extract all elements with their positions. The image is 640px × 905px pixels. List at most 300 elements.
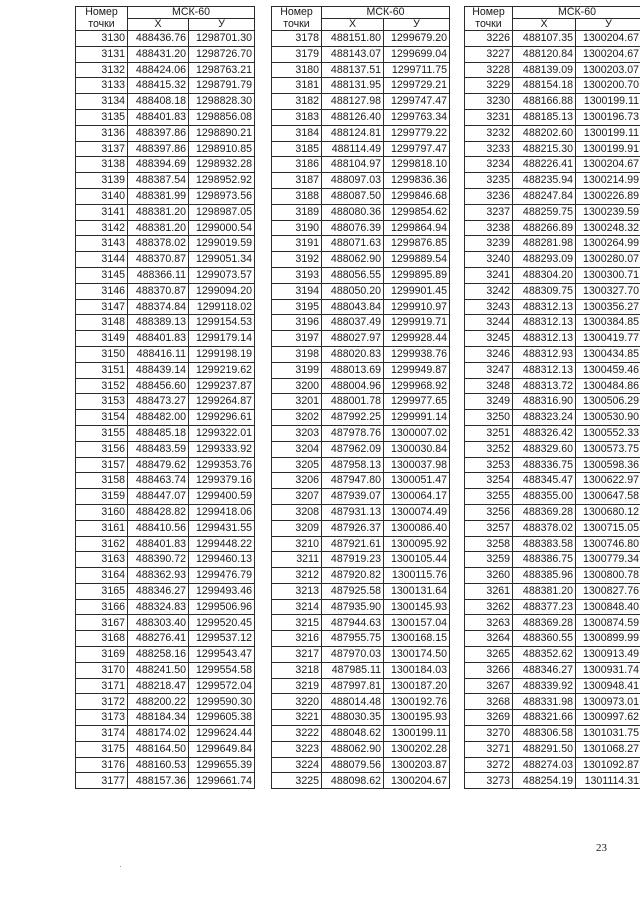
y-coordinate: 1299699.04: [384, 46, 450, 62]
table-row: [272, 346, 450, 362]
point-number: 3165: [76, 583, 128, 599]
table-row: [272, 615, 450, 631]
point-number: 3209: [272, 520, 322, 536]
point-number: 3265: [465, 647, 513, 663]
point-number: 3138: [76, 157, 128, 173]
table-row: [272, 109, 450, 125]
y-coordinate: 1299118.02: [189, 299, 255, 315]
point-number: 3198: [272, 346, 322, 362]
y-coordinate: 1299476.79: [189, 568, 255, 584]
x-coordinate: 488235.94: [513, 173, 576, 189]
y-coordinate: 1300037.98: [384, 457, 450, 473]
point-number: 3258: [465, 536, 513, 552]
x-coordinate: 488312.13: [513, 299, 576, 315]
table-row: [76, 441, 255, 457]
y-coordinate: 1300030.84: [384, 441, 450, 457]
point-number: 3244: [465, 315, 513, 331]
point-number: 3187: [272, 173, 322, 189]
y-coordinate: 1299296.61: [189, 410, 255, 426]
table-row: [465, 773, 640, 789]
x-coordinate: 488360.55: [513, 631, 576, 647]
table-row: [465, 394, 640, 410]
y-coordinate: 1299711.75: [384, 62, 450, 78]
point-number: 3214: [272, 599, 322, 615]
y-coordinate: 1300115.76: [384, 568, 450, 584]
y-coordinate: 1301114.31: [576, 773, 640, 789]
y-coordinate: 1300506.29: [576, 394, 640, 410]
x-coordinate: 488369.28: [513, 615, 576, 631]
x-coordinate: 487992.25: [322, 410, 384, 426]
point-number: 3208: [272, 504, 322, 520]
x-coordinate: 488352.62: [513, 647, 576, 663]
table-row: [76, 331, 255, 347]
x-coordinate: 487920.82: [322, 568, 384, 584]
point-number: 3230: [465, 94, 513, 110]
x-coordinate: 488387.54: [128, 173, 189, 189]
point-number: 3200: [272, 378, 322, 394]
header-point-number: Номер точки: [272, 7, 322, 31]
x-coordinate: 488383.58: [513, 536, 576, 552]
table-row: [465, 694, 640, 710]
x-coordinate: 487947.80: [322, 473, 384, 489]
x-coordinate: 487935.90: [322, 599, 384, 615]
scan-speck: [120, 866, 121, 867]
table-row: [76, 346, 255, 362]
table-row: [272, 457, 450, 473]
y-coordinate: 1299846.68: [384, 188, 450, 204]
x-coordinate: 488312.13: [513, 315, 576, 331]
point-number: 3185: [272, 141, 322, 157]
x-coordinate: 488479.62: [128, 457, 189, 473]
y-coordinate: 1300184.03: [384, 662, 450, 678]
y-coordinate: 1299073.57: [189, 267, 255, 283]
y-coordinate: 1299520.45: [189, 615, 255, 631]
x-coordinate: 488087.50: [322, 188, 384, 204]
table-row: [465, 631, 640, 647]
x-coordinate: 488369.28: [513, 504, 576, 520]
point-number: 3190: [272, 220, 322, 236]
table-row: [465, 78, 640, 94]
x-coordinate: 488164.50: [128, 741, 189, 757]
point-number: 3267: [465, 678, 513, 694]
x-coordinate: 488346.27: [513, 662, 576, 678]
point-number: 3157: [76, 457, 128, 473]
table-row: [76, 410, 255, 426]
y-coordinate: 1300598.36: [576, 457, 640, 473]
y-coordinate: 1298856.08: [189, 109, 255, 125]
point-number: 3263: [465, 615, 513, 631]
table-row: [272, 125, 450, 141]
point-number: 3150: [76, 346, 128, 362]
y-coordinate: 1298973.56: [189, 188, 255, 204]
point-number: 3221: [272, 710, 322, 726]
y-coordinate: 1300264.99: [576, 236, 640, 252]
point-number: 3152: [76, 378, 128, 394]
point-number: 3236: [465, 188, 513, 204]
table-row: [272, 599, 450, 615]
header-coordinate-system: МСК-60: [322, 7, 450, 19]
table-row: [76, 741, 255, 757]
point-number: 3205: [272, 457, 322, 473]
table-row: [465, 710, 640, 726]
table-row: [272, 425, 450, 441]
table-row: [272, 662, 450, 678]
x-coordinate: 488324.83: [128, 599, 189, 615]
x-coordinate: 488346.27: [128, 583, 189, 599]
x-coordinate: 488485.18: [128, 425, 189, 441]
x-coordinate: 488331.98: [513, 694, 576, 710]
point-number: 3139: [76, 173, 128, 189]
point-number: 3140: [76, 188, 128, 204]
x-coordinate: 488370.87: [128, 283, 189, 299]
point-number: 3251: [465, 425, 513, 441]
x-coordinate: 488385.96: [513, 568, 576, 584]
x-coordinate: 488247.84: [513, 188, 576, 204]
x-coordinate: 488124.81: [322, 125, 384, 141]
x-coordinate: 487939.07: [322, 489, 384, 505]
y-coordinate: 1300552.33: [576, 425, 640, 441]
point-number: 3144: [76, 252, 128, 268]
y-coordinate: 1299977.65: [384, 394, 450, 410]
point-number: 3204: [272, 441, 322, 457]
point-number: 3162: [76, 536, 128, 552]
coordinate-table-1: [75, 6, 255, 789]
point-number: 3223: [272, 741, 322, 757]
table-row: [76, 315, 255, 331]
y-coordinate: 1300196.73: [576, 109, 640, 125]
x-coordinate: 488259.75: [513, 204, 576, 220]
y-coordinate: 1298952.92: [189, 173, 255, 189]
table-row: [465, 362, 640, 378]
x-coordinate: 488374.84: [128, 299, 189, 315]
y-coordinate: 1299991.14: [384, 410, 450, 426]
page-number: 23: [596, 842, 607, 854]
point-number: 3222: [272, 726, 322, 742]
point-number: 3249: [465, 394, 513, 410]
y-coordinate: 1299919.71: [384, 315, 450, 331]
table-row: [272, 678, 450, 694]
table-row: [76, 283, 255, 299]
y-coordinate: 1300064.17: [384, 489, 450, 505]
table-row: [272, 31, 450, 47]
point-number: 3164: [76, 568, 128, 584]
point-number: 3167: [76, 615, 128, 631]
x-coordinate: 488456.60: [128, 378, 189, 394]
y-coordinate: 1299179.14: [189, 331, 255, 347]
y-coordinate: 1299889.54: [384, 252, 450, 268]
x-coordinate: 488401.83: [128, 331, 189, 347]
y-coordinate: 1299679.20: [384, 31, 450, 47]
table-row: [272, 694, 450, 710]
x-coordinate: 488389.13: [128, 315, 189, 331]
table-row: [76, 520, 255, 536]
x-coordinate: 488139.09: [513, 62, 576, 78]
x-coordinate: 488166.88: [513, 94, 576, 110]
y-coordinate: 1300095.92: [384, 536, 450, 552]
y-coordinate: 1300827.76: [576, 583, 640, 599]
x-coordinate: 488326.42: [513, 425, 576, 441]
table-row: [465, 267, 640, 283]
table-row: [272, 726, 450, 742]
x-coordinate: 488336.75: [513, 457, 576, 473]
point-number: 3133: [76, 78, 128, 94]
y-coordinate: 1300086.40: [384, 520, 450, 536]
x-coordinate: 488143.07: [322, 46, 384, 62]
point-number: 3194: [272, 283, 322, 299]
point-number: 3201: [272, 394, 322, 410]
table-row: [76, 46, 255, 62]
point-number: 3189: [272, 204, 322, 220]
table-row: [272, 378, 450, 394]
table-row: [465, 346, 640, 362]
table-row: [272, 283, 450, 299]
table-row: [465, 220, 640, 236]
x-coordinate: 488013.69: [322, 362, 384, 378]
header-coordinate-system: МСК-60: [128, 7, 255, 19]
x-coordinate: 488366.11: [128, 267, 189, 283]
table-row: [76, 157, 255, 173]
point-number: 3250: [465, 410, 513, 426]
table-row: [272, 62, 450, 78]
x-coordinate: 487926.37: [322, 520, 384, 536]
table-row: [465, 236, 640, 252]
y-coordinate: 1300484.86: [576, 378, 640, 394]
y-coordinate: 1300997.62: [576, 710, 640, 726]
y-coordinate: 1300800.78: [576, 568, 640, 584]
y-coordinate: 1300174.50: [384, 647, 450, 663]
table-row: [76, 568, 255, 584]
table-row: [76, 694, 255, 710]
x-coordinate: 487962.09: [322, 441, 384, 457]
x-coordinate: 488098.62: [322, 773, 384, 789]
x-coordinate: 488241.50: [128, 662, 189, 678]
table-row: [272, 504, 450, 520]
table-row: [76, 188, 255, 204]
y-coordinate: 1299901.45: [384, 283, 450, 299]
point-number: 3206: [272, 473, 322, 489]
point-number: 3156: [76, 441, 128, 457]
point-number: 3163: [76, 552, 128, 568]
table-row: [76, 267, 255, 283]
y-coordinate: 1300199.11: [576, 94, 640, 110]
x-coordinate: 488312.93: [513, 346, 576, 362]
point-number: 3192: [272, 252, 322, 268]
point-number: 3239: [465, 236, 513, 252]
point-number: 3241: [465, 267, 513, 283]
y-coordinate: 1299779.22: [384, 125, 450, 141]
table-row: [272, 299, 450, 315]
x-coordinate: 488056.55: [322, 267, 384, 283]
x-coordinate: 488329.60: [513, 441, 576, 457]
table-row: [465, 425, 640, 441]
y-coordinate: 1299729.21: [384, 78, 450, 94]
coordinate-table-3: [464, 6, 640, 789]
y-coordinate: 1300356.27: [576, 299, 640, 315]
y-coordinate: 1299000.54: [189, 220, 255, 236]
point-number: 3212: [272, 568, 322, 584]
header-coordinate-system: МСК-60: [513, 7, 640, 19]
y-coordinate: 1300204.67: [384, 773, 450, 789]
y-coordinate: 1300200.70: [576, 78, 640, 94]
x-coordinate: 488030.35: [322, 710, 384, 726]
x-coordinate: 488004.96: [322, 378, 384, 394]
point-number: 3155: [76, 425, 128, 441]
point-number: 3213: [272, 583, 322, 599]
table-row: [272, 141, 450, 157]
table-row: [76, 62, 255, 78]
y-coordinate: 1299506.96: [189, 599, 255, 615]
table-row: [465, 331, 640, 347]
x-coordinate: 488120.84: [513, 46, 576, 62]
y-coordinate: 1300214.99: [576, 173, 640, 189]
x-coordinate: 488424.06: [128, 62, 189, 78]
table-row: [465, 31, 640, 47]
table-row: [272, 252, 450, 268]
x-coordinate: 488062.90: [322, 252, 384, 268]
y-coordinate: 1301068.27: [576, 741, 640, 757]
table-row: [272, 236, 450, 252]
x-coordinate: 488281.98: [513, 236, 576, 252]
point-number: 3188: [272, 188, 322, 204]
x-coordinate: 487985.11: [322, 662, 384, 678]
y-coordinate: 1300202.28: [384, 741, 450, 757]
x-coordinate: 488473.27: [128, 394, 189, 410]
y-coordinate: 1299460.13: [189, 552, 255, 568]
table-row: [272, 173, 450, 189]
y-coordinate: 1300248.32: [576, 220, 640, 236]
table-row: [465, 46, 640, 62]
point-number: 3238: [465, 220, 513, 236]
point-number: 3170: [76, 662, 128, 678]
y-coordinate: 1299895.89: [384, 267, 450, 283]
table-row: [76, 615, 255, 631]
y-coordinate: 1298890.21: [189, 125, 255, 141]
x-coordinate: 488160.53: [128, 757, 189, 773]
point-number: 3172: [76, 694, 128, 710]
y-coordinate: 1299968.92: [384, 378, 450, 394]
table-row: [76, 631, 255, 647]
x-coordinate: 488436.76: [128, 31, 189, 47]
y-coordinate: 1300203.07: [576, 62, 640, 78]
x-coordinate: 488345.47: [513, 473, 576, 489]
table-row: [465, 457, 640, 473]
point-number: 3181: [272, 78, 322, 94]
x-coordinate: 488394.69: [128, 157, 189, 173]
y-coordinate: 1298910.85: [189, 141, 255, 157]
x-coordinate: 488316.90: [513, 394, 576, 410]
point-number: 3142: [76, 220, 128, 236]
y-coordinate: 1299418.06: [189, 504, 255, 520]
y-coordinate: 1300434.85: [576, 346, 640, 362]
x-coordinate: 488312.13: [513, 331, 576, 347]
point-number: 3179: [272, 46, 322, 62]
y-coordinate: 1298987.05: [189, 204, 255, 220]
point-number: 3158: [76, 473, 128, 489]
y-coordinate: 1299797.47: [384, 141, 450, 157]
x-coordinate: 488226.41: [513, 157, 576, 173]
table-row: [465, 441, 640, 457]
point-number: 3253: [465, 457, 513, 473]
table-row: [465, 94, 640, 110]
y-coordinate: 1299094.20: [189, 283, 255, 299]
x-coordinate: 488107.35: [513, 31, 576, 47]
point-number: 3177: [76, 773, 128, 789]
y-coordinate: 1300204.67: [576, 31, 640, 47]
header-y: У: [384, 19, 450, 31]
table-row: [76, 504, 255, 520]
table-row: [76, 125, 255, 141]
table-row: [76, 726, 255, 742]
point-number: 3245: [465, 331, 513, 347]
y-coordinate: 1299876.85: [384, 236, 450, 252]
table-row: [272, 710, 450, 726]
point-number: 3257: [465, 520, 513, 536]
header-y: У: [576, 19, 640, 31]
x-coordinate: 488258.16: [128, 647, 189, 663]
table-row: [465, 647, 640, 663]
y-coordinate: 1299051.34: [189, 252, 255, 268]
y-coordinate: 1300300.71: [576, 267, 640, 283]
y-coordinate: 1300848.40: [576, 599, 640, 615]
table-row: [465, 299, 640, 315]
table-row: [272, 473, 450, 489]
header-point-number: Номер точки: [465, 7, 513, 31]
point-number: 3146: [76, 283, 128, 299]
x-coordinate: 488050.20: [322, 283, 384, 299]
y-coordinate: 1300280.07: [576, 252, 640, 268]
x-coordinate: 488014.48: [322, 694, 384, 710]
table-row: [76, 489, 255, 505]
x-coordinate: 487955.75: [322, 631, 384, 647]
point-number: 3166: [76, 599, 128, 615]
x-coordinate: 488428.82: [128, 504, 189, 520]
table-row: [76, 757, 255, 773]
point-number: 3186: [272, 157, 322, 173]
point-number: 3203: [272, 425, 322, 441]
table-row: [272, 331, 450, 347]
point-number: 3229: [465, 78, 513, 94]
point-number: 3270: [465, 726, 513, 742]
point-number: 3235: [465, 173, 513, 189]
y-coordinate: 1300913.49: [576, 647, 640, 663]
point-number: 3182: [272, 94, 322, 110]
x-coordinate: 488309.75: [513, 283, 576, 299]
table-row: [272, 441, 450, 457]
point-number: 3137: [76, 141, 128, 157]
point-number: 3153: [76, 394, 128, 410]
x-coordinate: 488184.34: [128, 710, 189, 726]
point-number: 3134: [76, 94, 128, 110]
x-coordinate: 488151.80: [322, 31, 384, 47]
point-number: 3160: [76, 504, 128, 520]
table-row: [465, 504, 640, 520]
point-number: 3183: [272, 109, 322, 125]
table-row: [465, 315, 640, 331]
y-coordinate: 1300746.80: [576, 536, 640, 552]
table-row: [465, 489, 640, 505]
x-coordinate: 488104.97: [322, 157, 384, 173]
point-number: 3216: [272, 631, 322, 647]
point-number: 3247: [465, 362, 513, 378]
table-row: [465, 378, 640, 394]
x-coordinate: 488431.20: [128, 46, 189, 62]
x-coordinate: 488339.92: [513, 678, 576, 694]
table-row: [465, 726, 640, 742]
point-number: 3131: [76, 46, 128, 62]
point-number: 3147: [76, 299, 128, 315]
x-coordinate: 488274.03: [513, 757, 576, 773]
point-number: 3240: [465, 252, 513, 268]
